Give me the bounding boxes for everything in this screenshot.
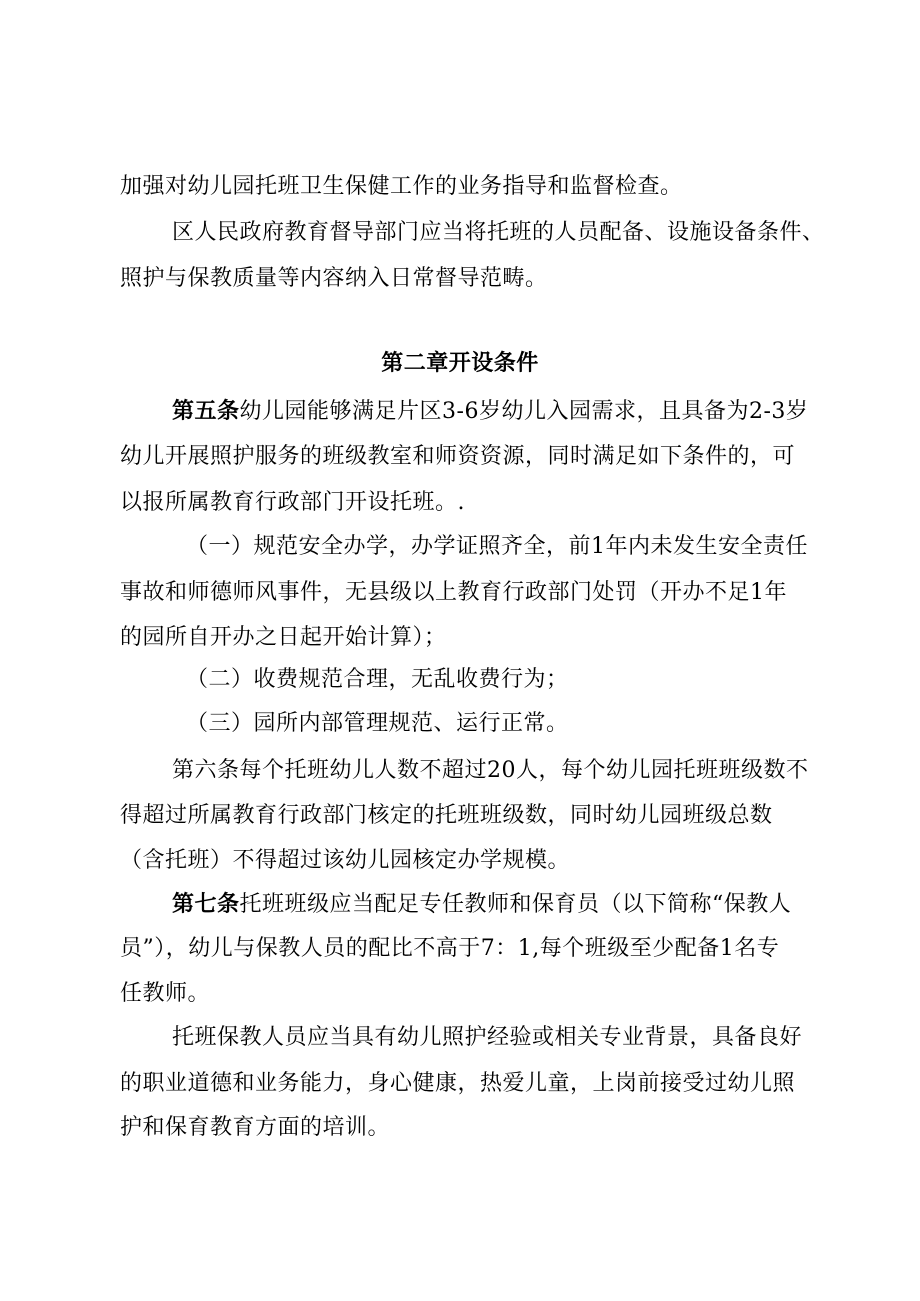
paragraph-line: 幼儿开展照护服务的班级教室和师资资源，同时满足如下条件的，可	[120, 444, 796, 469]
paragraph-line: 以报所属教育行政部门开设托班。.	[120, 490, 465, 515]
paragraph-line: 事故和师德师风事件，无县级以上教育行政部门处罚（开办不足1年	[120, 580, 787, 605]
paragraph-line: 员”），幼儿与保教人员的配比不高于7：1,每个班级至少配备1名专	[120, 936, 780, 961]
paragraph-line: 托班保教人员应当具有幼儿照护经验或相关专业背景，具备良好	[172, 1025, 803, 1050]
chapter-title: 第二章开设条件	[381, 350, 539, 376]
article-6-line: 第六条每个托班幼儿人数不超过20人，每个幼儿园托班班级数不	[172, 758, 809, 783]
article-text: 托班班级应当配足专任教师和保育员（以下简称“保教人	[239, 892, 792, 917]
paragraph-line: 照护与保教质量等内容纳入日常督导范畴。	[120, 266, 548, 291]
article-text: 幼儿园能够满足片区3-6岁幼儿入园需求，且具备为2-3岁	[239, 399, 809, 424]
paragraph-line: 护和保育教育方面的培训。	[120, 1115, 391, 1140]
paragraph-line: 加强对幼儿园托班卫生保健工作的业务指导和监督检查。	[120, 174, 683, 199]
condition-line: （一）规范安全办学，办学证照齐全，前1年内未发生安全责任	[186, 534, 808, 559]
paragraph-line: 的职业道德和业务能力，身心健康，热爱儿童，上岗前接受过幼儿照	[120, 1071, 796, 1096]
paragraph-line: （含托班）不得超过该幼儿园核定办学规模。	[120, 848, 571, 873]
paragraph-line: 区人民政府教育督导部门应当将托班的人员配备、设施设备条件、	[172, 220, 825, 245]
article-label: 第五条	[172, 398, 240, 424]
condition-line: （二）收费规范合理，无乱收费行为；	[186, 667, 569, 692]
article-5-line-1	[172, 397, 820, 425]
paragraph-line: 任教师。	[120, 981, 211, 1006]
article-label: 第七条	[172, 891, 240, 917]
article-7-line-1	[172, 890, 820, 918]
condition-line: （三）园所内部管理规范、运行正常。	[186, 711, 569, 736]
paragraph-line: 的园所自开办之日起开始计算）；	[120, 625, 447, 650]
paragraph-line: 得超过所属教育行政部门核定的托班班级数，同时幼儿园班级总数	[120, 803, 773, 828]
